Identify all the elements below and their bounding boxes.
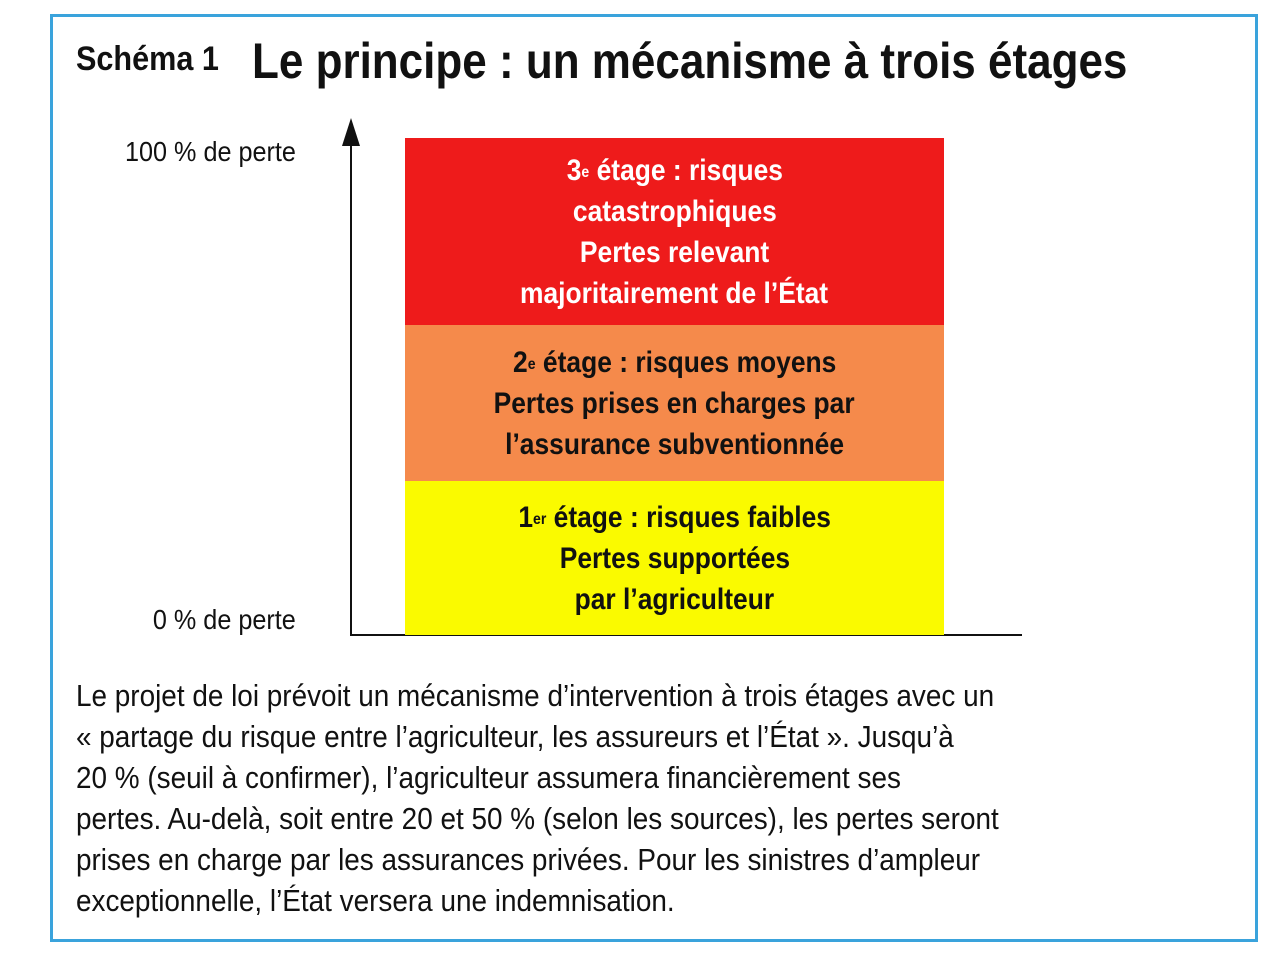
tier-3-line-1: 3e étage : risques — [566, 153, 783, 187]
tier-3-line-2: catastrophiques — [572, 194, 777, 228]
tier-2-line-1: 2e étage : risques moyens — [512, 345, 837, 379]
tier-2-medium — [405, 325, 944, 481]
paragraph-line: pertes. Au-delà, soit entre 20 et 50 % (selon les sources), les pertes seront — [76, 801, 999, 836]
tier-1-line-3: par l’agriculteur — [574, 582, 775, 616]
paragraph-line: 20 % (seuil à confirmer), l’agriculteur assumera financièrement ses — [76, 760, 901, 795]
explanation-paragraph — [76, 675, 1138, 921]
tier-1-line-2: Pertes supportées — [559, 541, 790, 575]
y-axis-arrow — [342, 118, 360, 146]
paragraph-line: « partage du risque entre l’agriculteur, les assureurs et l’État ». Jusqu’à — [76, 719, 954, 754]
schema-number: Schéma 1 — [76, 40, 219, 78]
tier-1-low — [405, 481, 944, 635]
paragraph-line: prises en charge par les assurances privées. Pour les sinistres d’ampleur — [76, 842, 981, 877]
axis-top-label: 100 % de perte — [125, 136, 296, 167]
axis-bottom-label: 0 % de perte — [153, 604, 296, 635]
tier-3-catastrophic — [405, 138, 944, 325]
tier-1-line-1: 1er étage : risques faibles — [518, 500, 831, 534]
schema-title: Le principe : un mécanisme à trois étages — [252, 33, 1128, 89]
tier-2-line-2: Pertes prises en charges par — [494, 386, 855, 420]
paragraph-line: exceptionnelle, l’État versera une indemnisation. — [76, 883, 675, 918]
tier-2-line-3: l’assurance subventionnée — [505, 427, 844, 461]
paragraph-line: Le projet de loi prévoit un mécanisme d’intervention à trois étages avec un — [76, 678, 995, 713]
tier-3-line-3: Pertes relevant — [579, 235, 770, 269]
tier-3-line-4: majoritairement de l’État — [520, 276, 829, 310]
